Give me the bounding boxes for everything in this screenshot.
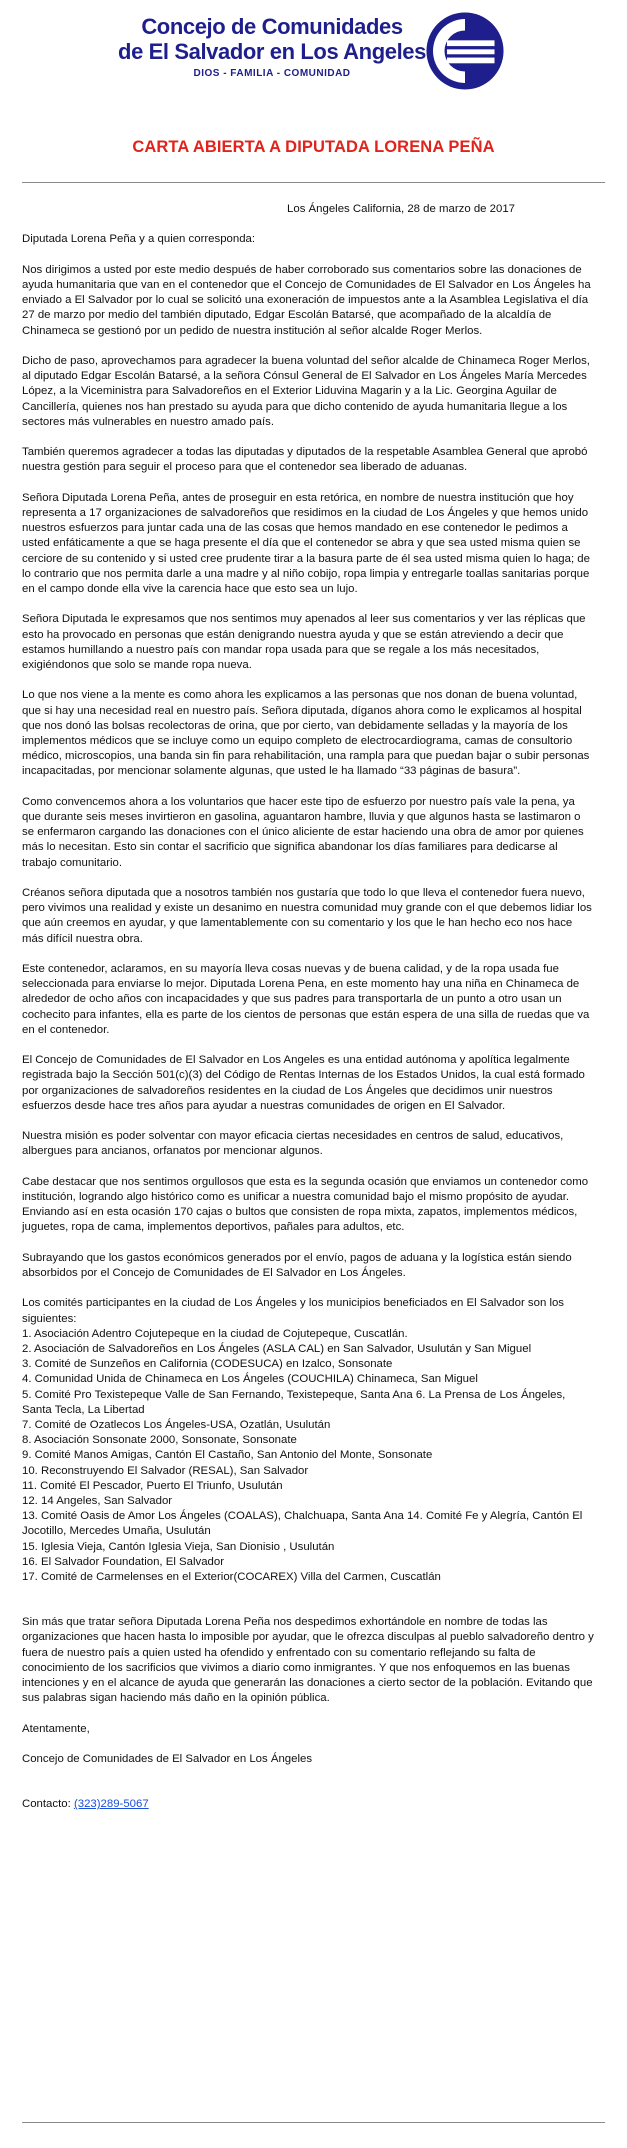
list-item: 3. Comité de Sunzeños en California (CODESUCA) en Izalco, Sonsonate (22, 1358, 393, 1371)
org-name (92, 14, 452, 64)
org-name-line2: de El Salvador en Los Angeles (118, 39, 426, 64)
list-item: 7. Comité de Ozatlecos Los Ángeles-USA, Ozatlán, Usulután (22, 1419, 331, 1432)
paragraph: También queremos agradecer a todas las diputadas y diputados de la respetable Asamblea General que aprobó nuestra gestión para seguir el proceso para que el contenedor sea liberado de aduanas. (22, 446, 588, 474)
list-item: 17. Comité de Carmelenses en el Exterior(COCAREX) Villa del Carmen, Cuscatlán (22, 1571, 441, 1584)
sign-off: Atentamente, (22, 1722, 90, 1735)
list-item: 5. Comité Pro Texistepeque Valle de San Fernando, Texistepeque, Santa Ana 6. La Prensa de Los Ángeles, Santa Tecla, La Libertad (22, 1388, 566, 1416)
paragraph: Este contenedor, aclaramos, en su mayoría lleva cosas nuevas y de buena calidad, y de la ropa usada fue seleccionada para enviarse lo mejor. Diputada Lorena Pena, en este momento hay una niña en Chinameca de alrededor de ocho años con incapacidades y que sus padres para transportarla de un punto a otro usan un cochecito para infantes, ella es parte de los cientos de personas que están espera de una silla de ruedas que va en el contenedor. (22, 963, 590, 1036)
committees-list (22, 1327, 595, 1585)
paragraph: Lo que nos viene a la mente es como ahora les explicamos a las personas que nos donan de buena voluntad, que si hay una necesidad real en nuestro país. Señora diputada, díganos ahora como le explicamos al hospital que nos donó las bolsas recolectoras de orina, que por cierto, van debidamente selladas y la mayoría de los implementos médicos que se incluye como un equipo completo de electrocardiograma, camas de consultorio médico, microscopios, una banda sin fin para rehabilitación, una rampla para que puedan bajar o subir personas incapacitadas, por mencionar solamente algunas, que usted le ha llamado “33 páginas de basura”. (22, 689, 590, 778)
letterhead (0, 0, 627, 110)
bottom-divider (22, 2122, 605, 2123)
list-item: 9. Comité Manos Amigas, Cantón El Castaño, San Antonio del Monte, Sonsonate (22, 1449, 433, 1462)
paragraph: Nuestra misión es poder solventar con mayor eficacia ciertas necesidades en centros de salud, educativos, albergues para ancianos, orfanatos por mencionar algunos. (22, 1130, 564, 1158)
letter-body (22, 202, 595, 1828)
paragraph: Créanos señora diputada que a nosotros también nos gustaría que todo lo que lleva el contenedor fuera nuevo, pero vivimos una realidad y existe un desanimo en nuestra comunidad muy grande con el que debemos lidiar los que aún creemos en ayudar, y que lamentablemente con su comentario y los que le han hecho eco nos hace más difícil nuestra obra. (22, 887, 592, 945)
paragraph: Nos dirigimos a usted por este medio después de haber corroborado sus comentarios sobre las donaciones de ayuda humanitaria que van en el contenedor que el Concejo de Comunidades de El Salvador en Los Ángeles ha enviado a El Salvador por lo cual se solicitó una exoneración de impuestos ante a la Asamblea Legislativa el día 27 de marzo por medio del también diputado, Edgar Escolán Batarsé, que acompañado de la alcaldía de Chinameca se gestionó por un pedido de nuestra institución al señor alcalde Roger Merlos. (22, 263, 591, 337)
list-item: 12. 14 Angeles, San Salvador (22, 1495, 173, 1508)
org-name-line1: Concejo de Comunidades (141, 14, 403, 39)
contact-label: Contacto: (22, 1798, 71, 1811)
paragraph: Señora Diputada le expresamos que nos sentimos muy apenados al leer sus comentarios y ver las réplicas que esto ha provocado en personas que están denigrando nuestra ayuda y que se están atreviendo a decir que estamos humillando a nuestro país con mandar ropa usada para que se regale a los más necesitados, exigiéndonos que solo se mande ropa nueva. (22, 613, 586, 671)
salutation: Diputada Lorena Peña y a quien corresponda: (22, 233, 256, 246)
paragraph: Señora Diputada Lorena Peña, antes de proseguir en esta retórica, en nombre de nuestra institución que hoy representa a 17 organizaciones de salvadoreños que residimos en la ciudad de Los Ángeles y que hemos unido nuestros esfuerzos para juntar cada una de las cosas que hemos mandado en ese contenedor le pedimos a usted enfáticamente a que se haga presente el día que el contenedor se abra y que sea usted misma quien se cerciore de su contenido y si usted cree prudente tirar a la basura parte de él sea usted misma quien lo haga; de lo contrario que nos permita darle a una madre y al niño cobijo, ropa limpia y entregarle toallas sanitarias porque en el campo donde ella vive la carencia hace que esto sea un lujo. (22, 491, 590, 595)
top-divider (22, 182, 605, 183)
list-item: 1. Asociación Adentro Cojutepeque en la ciudad de Cojutepeque, Cuscatlán. (22, 1327, 408, 1340)
letter-date: Los Ángeles California, 28 de marzo de 2017 (287, 203, 515, 215)
letter-title: CARTA ABIERTA A DIPUTADA LORENA PEÑA (132, 138, 495, 156)
contact-phone-link[interactable]: (323)289-5067 (73, 1798, 149, 1811)
paragraph: Cabe destacar que nos sentimos orgullosos que esta es la segunda ocasión que enviamos un contenedor como institución, logrando algo histórico como es unificar a nuestra comunidad bajo el mismo propósito de ayudar. Enviando así en esta ocasión 170 cajas o bultos que consisten de ropa mixta, zapatos, implementos médicos, juguetes, ropa de cama, implementos deportivos, pañales para adultos, etc. (22, 1175, 589, 1234)
paragraph: El Concejo de Comunidades de El Salvador en Los Angeles es una entidad autónoma y apolítica legalmente registrada bajo la Sección 501(c)(3) del Código de Rentas Internas de los Estados Unidos, la cual está formado por organizaciones de salvadoreños residentes en la ciudad de Los Ángeles que decidimos unir nuestros esfuerzos desde hace tres años para ayudar a nuestras comunidades de origen en El Salvador. (22, 1054, 585, 1112)
list-item: 4. Comunidad Unida de Chinameca en Los Ángeles (COUCHILA) Chinameca, San Miguel (22, 1373, 478, 1386)
list-item: 11. Comité El Pescador, Puerto El Triunfo, Usulután (22, 1479, 283, 1492)
contact-line (22, 1797, 595, 1812)
list-item: 13. Comité Oasis de Amor Los Ángeles (COALAS), Chalchuapa, Santa Ana 14. Comité Fe y Alegría, Cantón El Jocotillo, Mercedes Umaña, Usulután (22, 1510, 583, 1538)
signature: Concejo de Comunidades de El Salvador en Los Ángeles (22, 1753, 313, 1766)
committees-section (22, 1296, 595, 1585)
org-motto: DIOS - FAMILIA - COMUNIDAD (193, 68, 351, 79)
list-item: 8. Asociación Sonsonate 2000, Sonsonate, Sonsonate (22, 1434, 297, 1447)
closing-paragraph: Sin más que tratar señora Diputada Lorena Peña nos despedimos exhortándole en nombre de todas las organizaciones que hacen hasta lo imposible por ayudar, que le ofrezca disculpas al pueblo salvadoreño dentro y fuera de nuestro país a quien usted ha ofendido y enfrentado con su comentario reflejando su falta de conocimiento de los sacrificios que vivimos a diario como inmigrantes. Y que nos enfoquemos en las buenas intenciones y en el alcance de ayuda que generarán las donaciones a cierto sector de la población. Evitando que sus palabras sigan haciendo más daño en la opinión pública. (22, 1616, 594, 1705)
paragraph: Como convencemos ahora a los voluntarios que hacer este tipo de esfuerzo por nuestro país vale la pena, ya que durante seis meses invirtieron en gasolina, aguantaron hambre, lluvia y que algunos hasta se lastimaron o se enfermaron cargando las donaciones con el único aliciente de estar haciendo una obra de amor por quienes más lo necesitan. Esto sin contar el sacrificio que significa abandonar los días familiares para dedicarse al trabajo comunitario. (22, 795, 584, 869)
paragraph: Subrayando que los gastos económicos generados por el envío, pagos de aduana y la logística están siendo absorbidos por el Concejo de Comunidades de El Salvador en Los Ángeles. (22, 1251, 572, 1279)
committees-intro: Los comités participantes en la ciudad de Los Ángeles y los municipios beneficiados en El Salvador son los siguientes: (22, 1297, 565, 1325)
paragraph: Dicho de paso, aprovechamos para agradecer la buena voluntad del señor alcalde de Chinameca Roger Merlos, al diputado Edgar Escolán Batarsé, a la señora Cónsul General de El Salvador en Los Ángeles María Mercedes López, a la Viceministra para Salvadoreños en el Exterior Liduvina Magarin y a la Lic. Georgina Aguilar de Cancillería, quienes nos han prestado su ayuda para que dicho contenido de ayuda humanitaria llegue a los sectores más vulnerables en nuestro amado país. (22, 354, 590, 428)
list-item: 15. Iglesia Vieja, Cantón Iglesia Vieja, San Dionisio , Usulután (22, 1540, 335, 1553)
list-item: 2. Asociación de Salvadoreños en Los Ángeles (ASLA CAL) en San Salvador, Usulután y San Miguel (22, 1343, 532, 1355)
list-item: 16. El Salvador Foundation, El Salvador (22, 1555, 224, 1568)
list-item: 10. Reconstruyendo El Salvador (RESAL), San Salvador (22, 1464, 309, 1477)
emblem-e-circle-icon (424, 10, 506, 92)
